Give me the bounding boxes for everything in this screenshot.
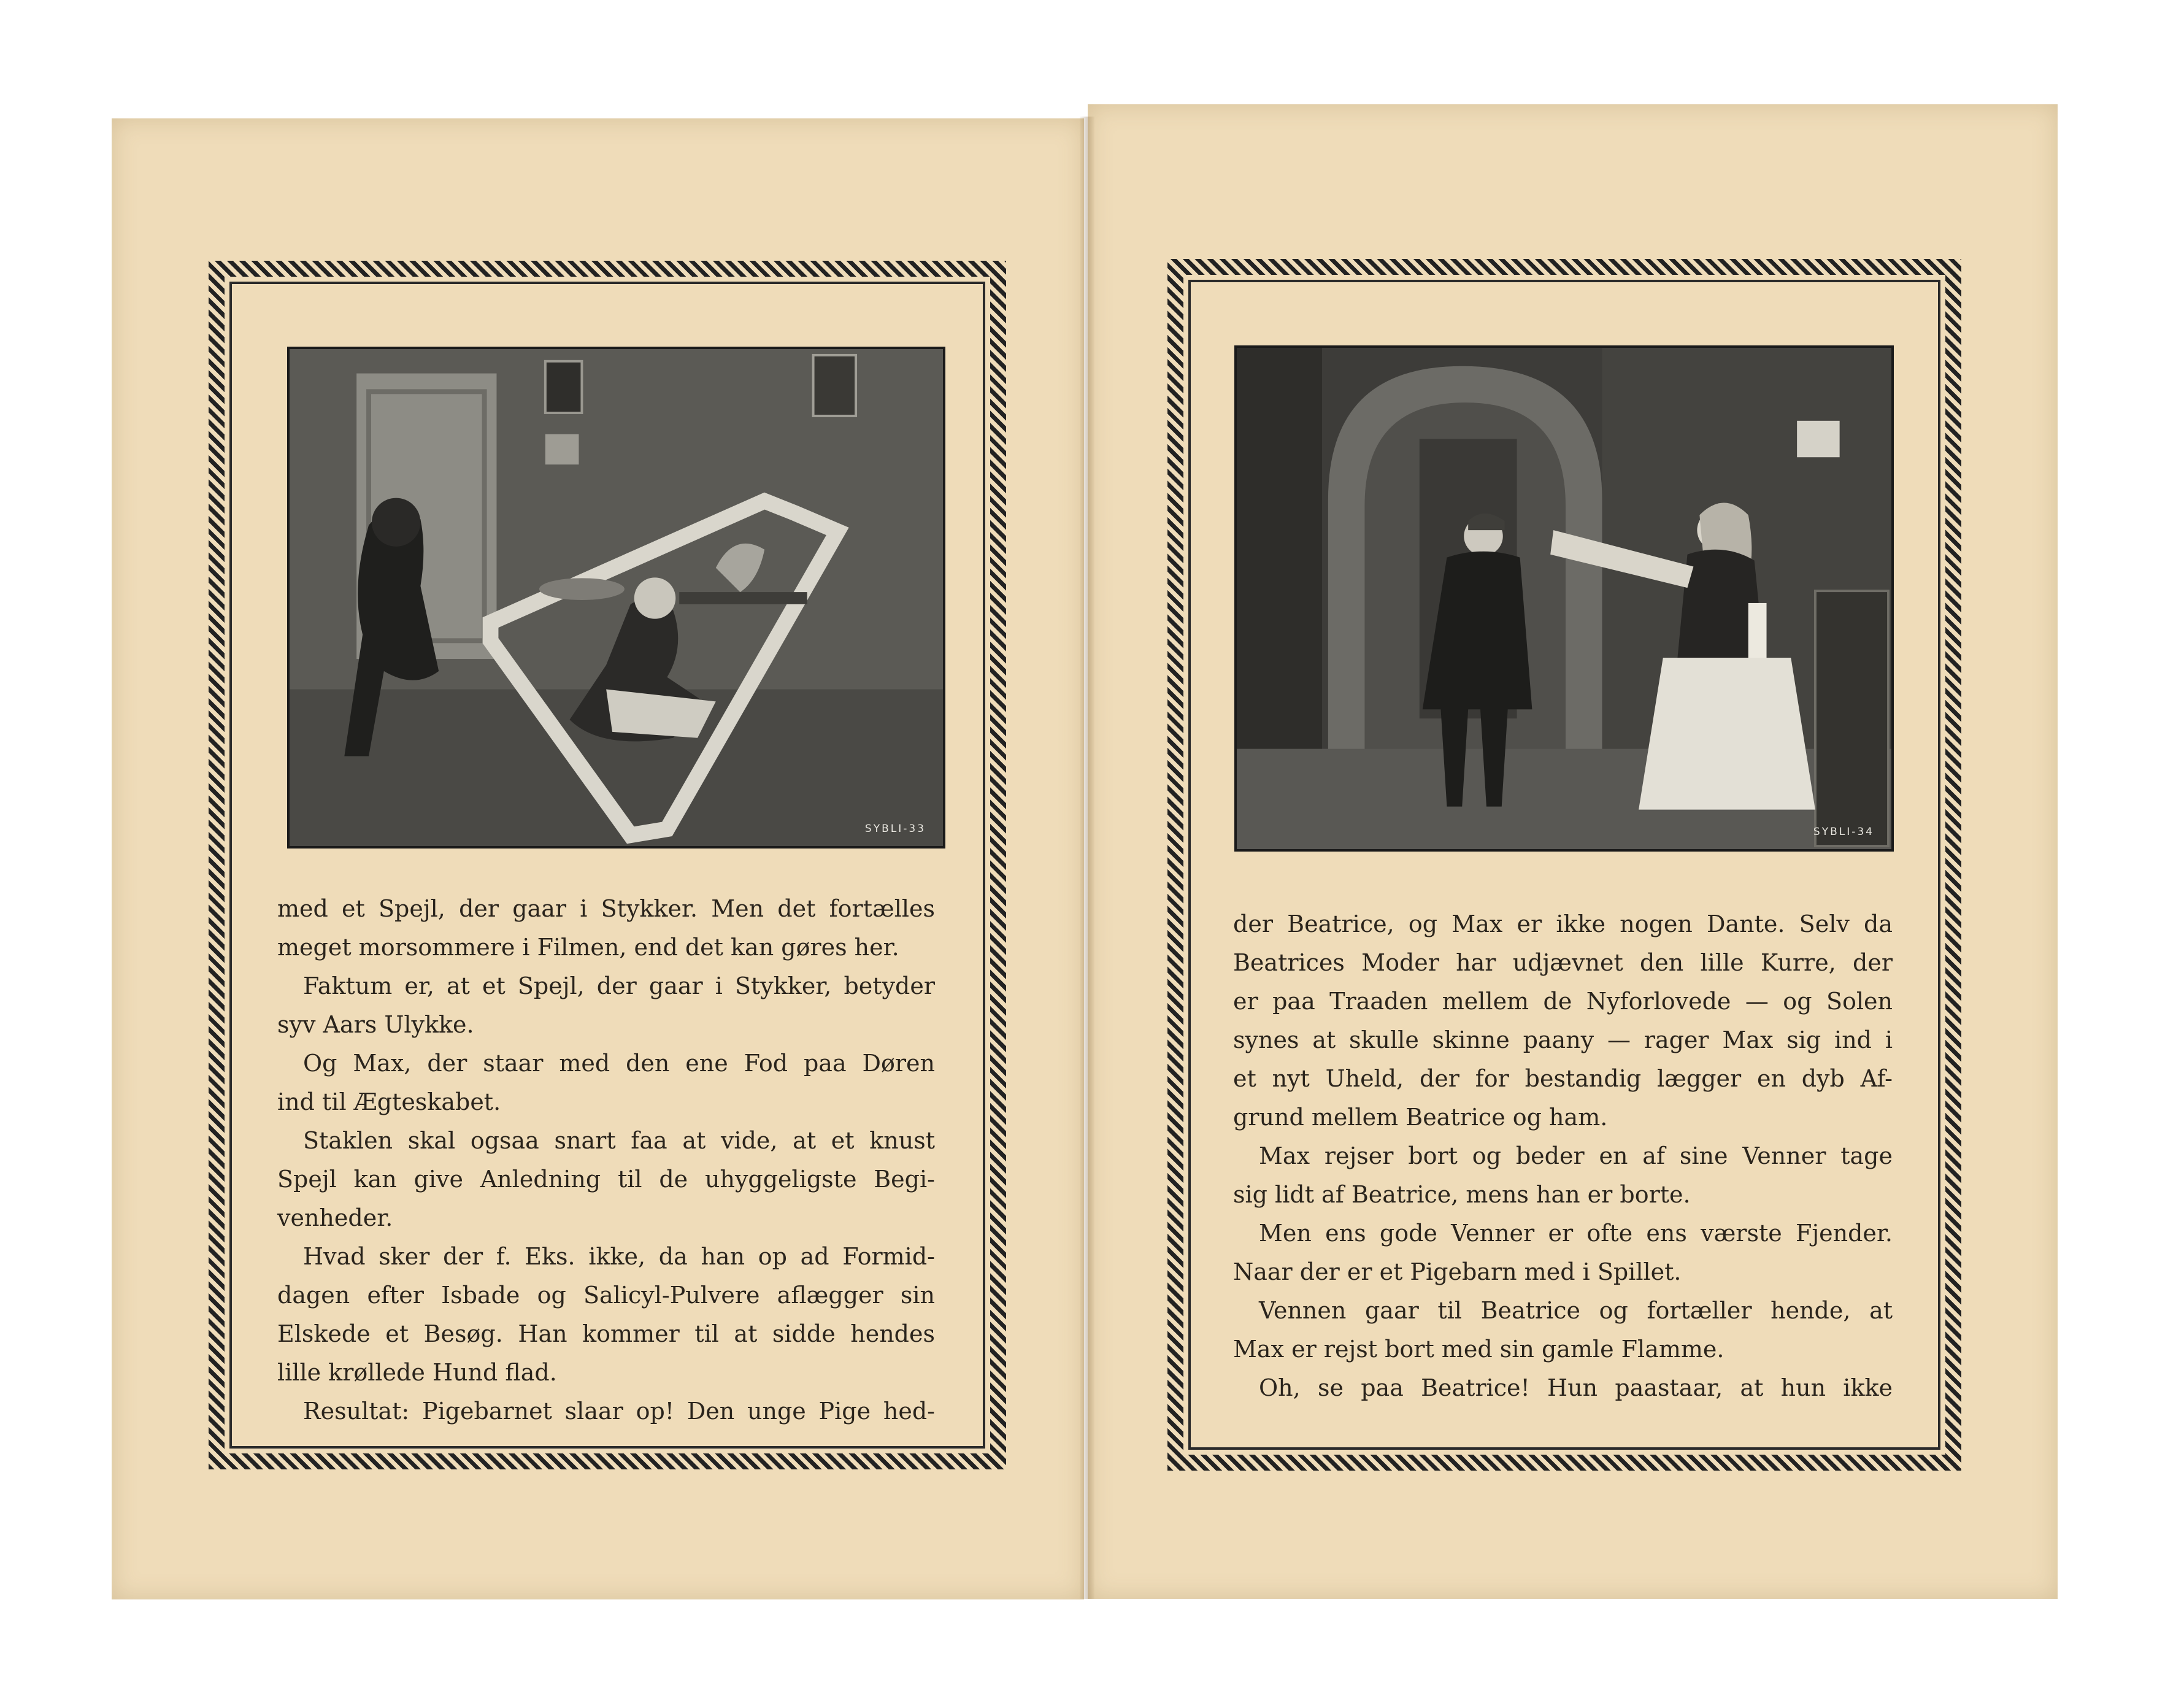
text-line: Faktum er, at et Spejl, der gaar i Stykker, betyder: [303, 972, 935, 999]
text-line: Hvad sker der f. Eks. ikke, da han op ad Formid-: [303, 1243, 935, 1270]
text-line: lille krøllede Hund flad.: [277, 1359, 557, 1386]
film-still-broken-mirror: [287, 347, 945, 848]
left-page-text: [277, 890, 935, 1431]
film-still-archway: [1234, 345, 1894, 852]
text-line: Elskede et Besøg. Han kommer til at sidde hendes: [277, 1320, 935, 1347]
text-line: grund mellem Beatrice og ham.: [1233, 1104, 1608, 1131]
text-line: Resultat: Pigebarnet slaar op! Den unge Pige hed-: [303, 1398, 935, 1425]
text-line: meget morsommere i Filmen, end det kan gøres her.: [277, 934, 899, 961]
text-line: Naar der er et Pigebarn med i Spillet.: [1233, 1258, 1682, 1285]
text-line: med et Spejl, der gaar i Stykker. Men det fortælles: [277, 895, 935, 922]
text-line: Spejl kan give Anledning til de uhyggeligste Begi-: [277, 1166, 935, 1193]
left-photo-caption: SYBLI-33: [864, 823, 926, 835]
text-line: sig lidt af Beatrice, mens han er borte.: [1233, 1181, 1691, 1208]
text-line: et nyt Uheld, der for bestandig lægger en dyb Af-: [1233, 1065, 1893, 1092]
right-photo-caption: SYBLI-34: [1813, 826, 1874, 838]
text-line: ind til Ægteskabet.: [277, 1088, 501, 1115]
text-line: Max er rejst bort med sin gamle Flamme.: [1233, 1336, 1725, 1363]
text-line: Men ens gode Venner er ofte ens værste Fjender.: [1259, 1220, 1893, 1247]
text-line: syv Aars Ulykke.: [277, 1011, 474, 1038]
text-line: venheder.: [277, 1204, 393, 1231]
film-still-archway-drawing: [1237, 348, 1891, 849]
text-line: Beatrices Moder har udjævnet den lille Kurre, der: [1233, 949, 1893, 976]
right-page-text: [1233, 905, 1893, 1407]
text-line: Oh, se paa Beatrice! Hun paastaar, at hun ikke: [1259, 1374, 1893, 1401]
booklet-spine: [1080, 117, 1094, 1599]
film-still-broken-mirror-drawing: [290, 349, 943, 846]
text-line: Og Max, der staar med den ene Fod paa Døren: [303, 1050, 935, 1077]
text-line: Vennen gaar til Beatrice og fortæller hende, at: [1259, 1297, 1893, 1324]
text-line: er paa Traaden mellem de Nyforlovede — og Solen: [1233, 988, 1893, 1015]
text-line: Max rejser bort og beder en af sine Venner tage: [1259, 1142, 1893, 1169]
text-line: Staklen skal ogsaa snart faa at vide, at et knust: [303, 1127, 935, 1154]
text-line: dagen efter Isbade og Salicyl-Pulvere aflægger sin: [277, 1282, 935, 1309]
text-line: synes at skulle skinne paany — rager Max sig ind i: [1233, 1026, 1893, 1053]
text-line: der Beatrice, og Max er ikke nogen Dante. Selv da: [1233, 910, 1893, 937]
